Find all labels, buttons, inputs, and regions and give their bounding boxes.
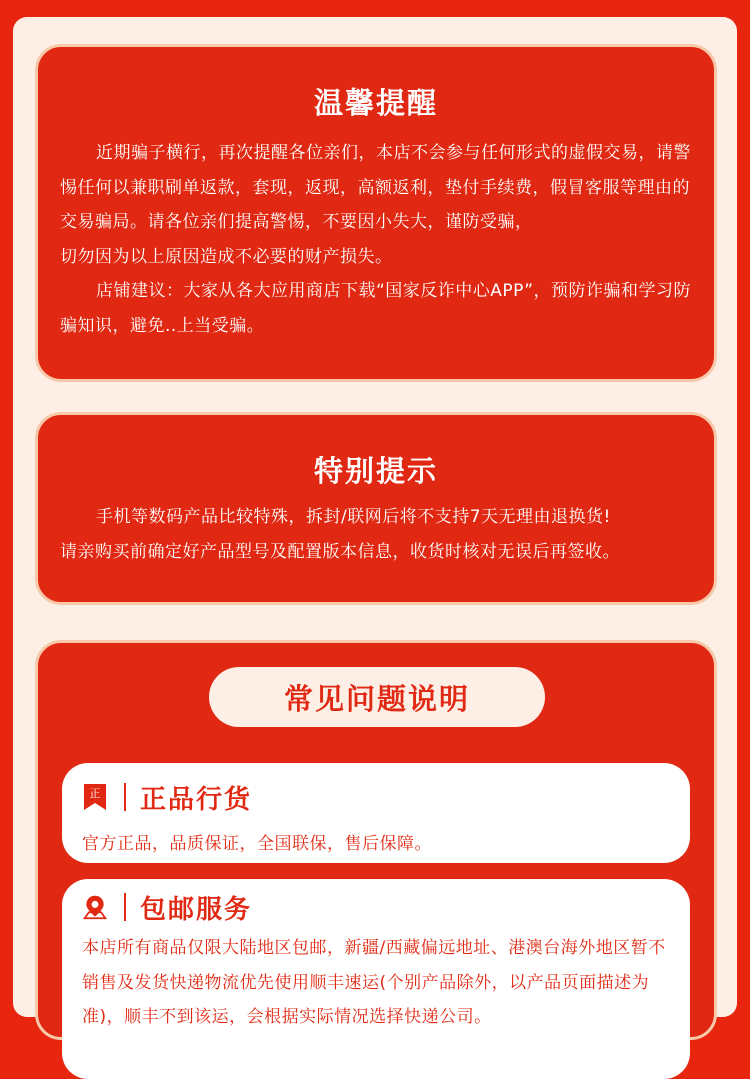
notice-paragraph-2: 请亲购买前确定好产品型号及配置版本信息，收货时核对无误后再签收。 [60,541,620,562]
faq-item-text: 官方正品，品质保证，全国联保，售后保障。 [82,834,432,854]
divider [124,893,126,921]
faq-item-shipping [62,879,690,1079]
faq-title: 常见问题说明 [209,667,545,727]
faq-item-header [62,775,690,819]
reminder-card [35,44,717,382]
reminder-paragraph-2: 切勿因为以上原因造成不必要的财产损失。 [60,246,393,267]
notice-title: 特别提示 [313,454,438,488]
faq-item-title: 包邮服务 [140,894,253,925]
bookmark-icon [82,782,108,812]
faq-item-title: 正品行货 [140,784,253,815]
faq-card [35,640,717,1040]
location-pin-icon [82,892,108,922]
bookmark-icon-label: 正 [89,787,101,800]
faq-item-text: 本店所有商品仅限大陆地区包邮，新疆/西藏偏远地址、港澳台海外地区暂不销售及发货快递物流优先使用顺丰速运(个别产品除外，以产品页面描述为准)，顺丰不到该运，会根据实际情况选择快递公司。 [82,938,666,1027]
faq-item-header [62,885,690,929]
reminder-title: 温馨提醒 [313,86,438,120]
divider [124,783,126,811]
reminder-paragraph-1: 近期骗子横行，再次提醒各位亲们，本店不会参与任何形式的虚假交易，请警惕任何以兼职刷单返款，套现，返现，高额返利，垫付手续费，假冒客服等理由的交易骗局。请各位亲们提高警惕，不要因小失大，谨防受骗， [60,143,691,232]
notice-paragraph-1: 手机等数码产品比较特殊，拆封/联网后将不支持7天无理由退换货! [96,507,611,527]
faq-item-genuine [62,763,690,863]
notice-card [35,412,717,605]
reminder-paragraph-3: 店铺建议：大家从各大应用商店下载“国家反诈中心APP”，预防诈骗和学习防骗知识，避免..上当受骗。 [60,281,692,336]
